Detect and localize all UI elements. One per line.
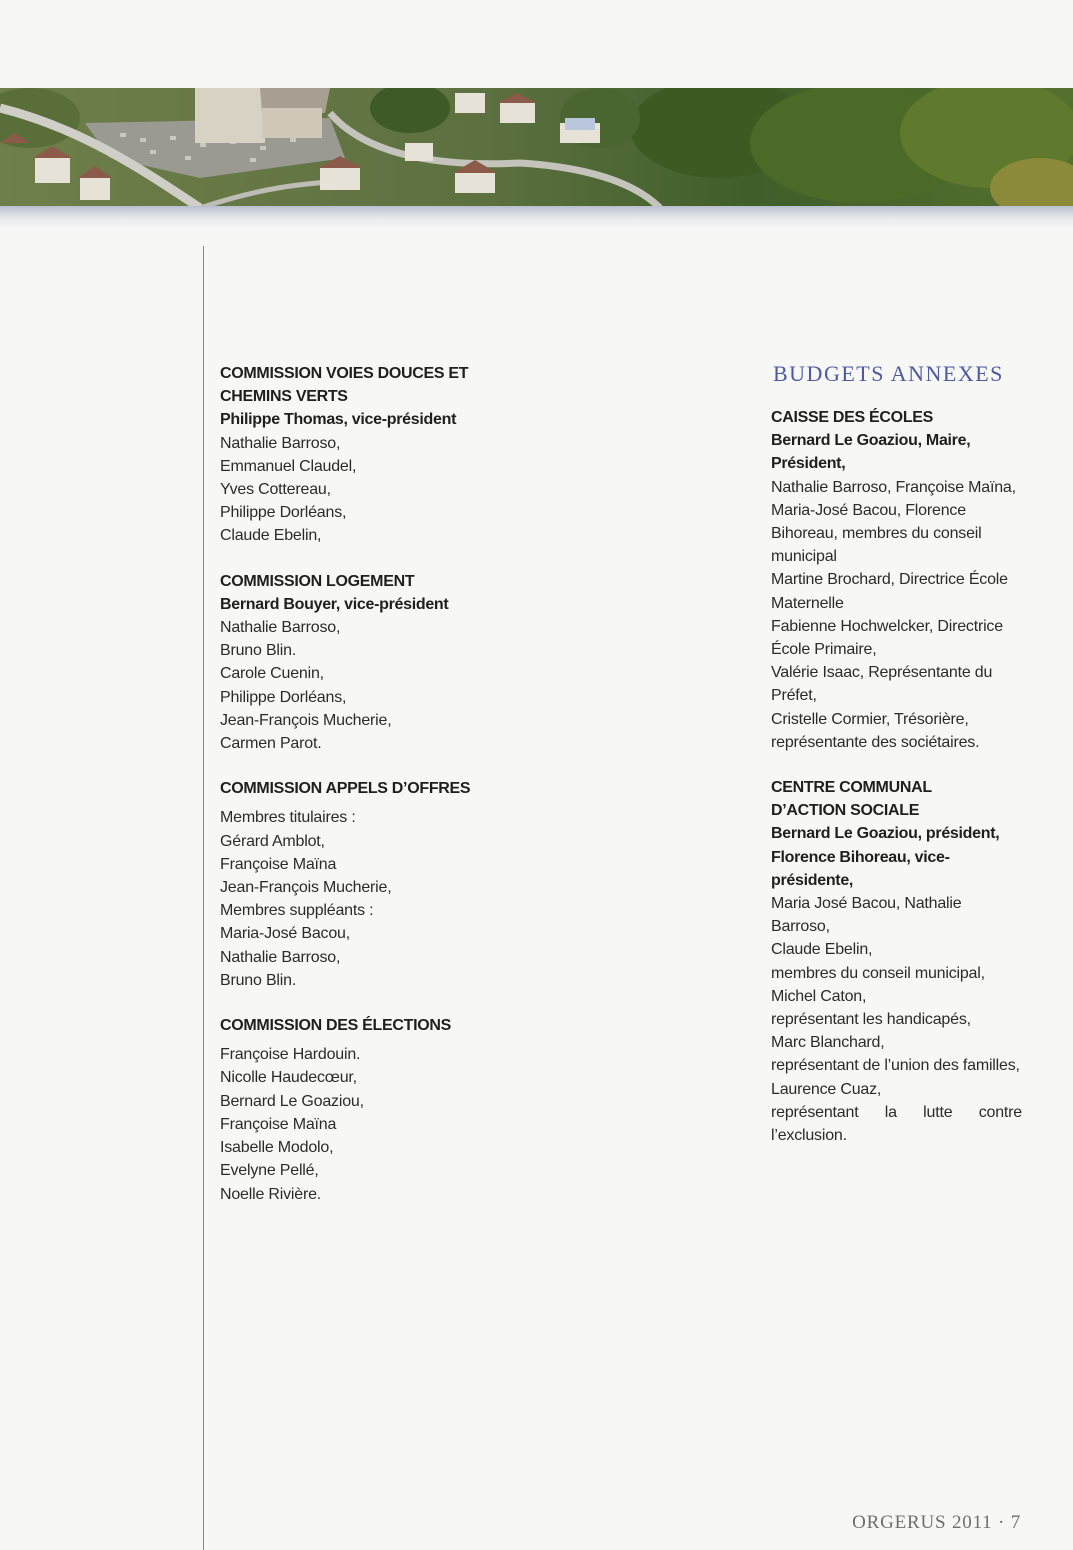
- section-title: COMMISSION DES ÉLECTIONS: [220, 1017, 452, 1035]
- member-line: représentant la lutte contre: [771, 1103, 1022, 1121]
- member-line: Bihoreau, membres du conseil: [771, 525, 982, 543]
- member-line: Claude Ebelin,: [771, 941, 873, 959]
- member: Membres titulaires :: [220, 809, 356, 827]
- member-line: Maria-José Bacou, Florence: [771, 501, 966, 519]
- member-line: Laurence Cuaz,: [771, 1080, 882, 1098]
- member: Bernard Le Goaziou,: [220, 1092, 364, 1110]
- right-column: [771, 362, 1022, 1169]
- member: Emmanuel Claudel,: [220, 457, 357, 475]
- member-line: représentant de l’union des familles,: [771, 1057, 1020, 1075]
- member-line: Nathalie Barroso, Françoise Maïna,: [771, 478, 1016, 496]
- member-list: [220, 1043, 480, 1205]
- member-line: Martine Brochard, Directrice École: [771, 571, 1008, 589]
- section-title: D’ACTION SOCIALE: [771, 802, 920, 820]
- commission-voies-douces: [220, 362, 480, 548]
- vice-president: Philippe Thomas, vice-président: [220, 411, 457, 429]
- member: Françoise Maïna: [220, 855, 337, 873]
- commission-elections: [220, 1014, 480, 1206]
- member: Jean-François Mucherie,: [220, 879, 392, 897]
- member: Maria-José Bacou,: [220, 925, 350, 943]
- member: Gérard Amblot,: [220, 832, 325, 850]
- member: Yves Cottereau,: [220, 481, 331, 499]
- member-line: Michel Caton,: [771, 987, 867, 1005]
- budgets-annexes-heading: BUDGETS ANNEXES: [773, 361, 1004, 386]
- member-line: École Primaire,: [771, 641, 877, 659]
- member: Nicolle Haudecœur,: [220, 1069, 357, 1087]
- section-title: COMMISSION VOIES DOUCES ET: [220, 365, 469, 382]
- member: Philippe Dorléans,: [220, 688, 347, 706]
- president: Bernard Le Goaziou, président,: [771, 825, 1000, 843]
- ccas: [771, 776, 1022, 1147]
- section-title: COMMISSION LOGEMENT: [220, 572, 415, 590]
- member-line: Valérie Isaac, Représentante du: [771, 664, 993, 682]
- member: Claude Ebelin,: [220, 527, 322, 545]
- page-footer: ORGERUS 2011 · 7: [852, 1512, 1021, 1533]
- member: Carole Cuenin,: [220, 665, 324, 683]
- member: Membres suppléants :: [220, 902, 374, 920]
- commission-logement: [220, 570, 480, 756]
- member: Philippe Dorléans,: [220, 504, 347, 522]
- member-line: représentant les handicapés,: [771, 1011, 971, 1029]
- left-column: [220, 362, 480, 1228]
- member-line: Fabienne Hochwelcker, Directrice: [771, 617, 1003, 635]
- vice-president: Florence Bihoreau, vice-présidente,: [771, 848, 950, 889]
- section-title: CAISSE DES ÉCOLES: [771, 409, 934, 426]
- member-line: Préfet,: [771, 687, 817, 705]
- member: Françoise Maïna: [220, 1115, 337, 1133]
- caisse-des-ecoles: [771, 406, 1022, 754]
- member: Noelle Rivière.: [220, 1185, 322, 1203]
- member-line: municipal: [771, 548, 837, 566]
- member: Nathalie Barroso,: [220, 948, 341, 966]
- member: Bruno Blin.: [220, 642, 297, 660]
- section-title: CHEMINS VERTS: [220, 388, 348, 406]
- member: Jean-François Mucherie,: [220, 711, 392, 729]
- village-aerial-image: [0, 88, 1073, 208]
- member: Nathalie Barroso,: [220, 434, 341, 452]
- member: Françoise Hardouin.: [220, 1046, 361, 1064]
- member: Isabelle Modolo,: [220, 1139, 334, 1157]
- member: Evelyne Pellé,: [220, 1162, 319, 1180]
- vertical-rule: [203, 246, 204, 1550]
- member-line: Maternelle: [771, 594, 844, 612]
- banner-shadow: [0, 206, 1073, 228]
- section-title: COMMISSION APPELS D’OFFRES: [220, 780, 471, 798]
- member-line: membres du conseil municipal,: [771, 964, 985, 982]
- president: Président,: [771, 455, 846, 473]
- member: Carmen Parot.: [220, 735, 322, 753]
- section-title: CENTRE COMMUNAL: [771, 779, 932, 797]
- member-line: représentante des sociétaires.: [771, 733, 980, 751]
- member-line: l’exclusion.: [771, 1127, 847, 1145]
- member-line: Maria José Bacou, Nathalie Barroso,: [771, 895, 962, 936]
- member-line: Marc Blanchard,: [771, 1034, 885, 1052]
- president: Bernard Le Goaziou, Maire,: [771, 432, 971, 450]
- member-list: [220, 806, 480, 992]
- vice-president: Bernard Bouyer, vice-président: [220, 595, 449, 613]
- member: Bruno Blin.: [220, 971, 297, 989]
- member-line: Cristelle Cormier, Trésorière,: [771, 710, 969, 728]
- member: Nathalie Barroso,: [220, 619, 341, 637]
- aerial-photo-banner: [0, 88, 1073, 208]
- commission-appels-offres: [220, 777, 480, 992]
